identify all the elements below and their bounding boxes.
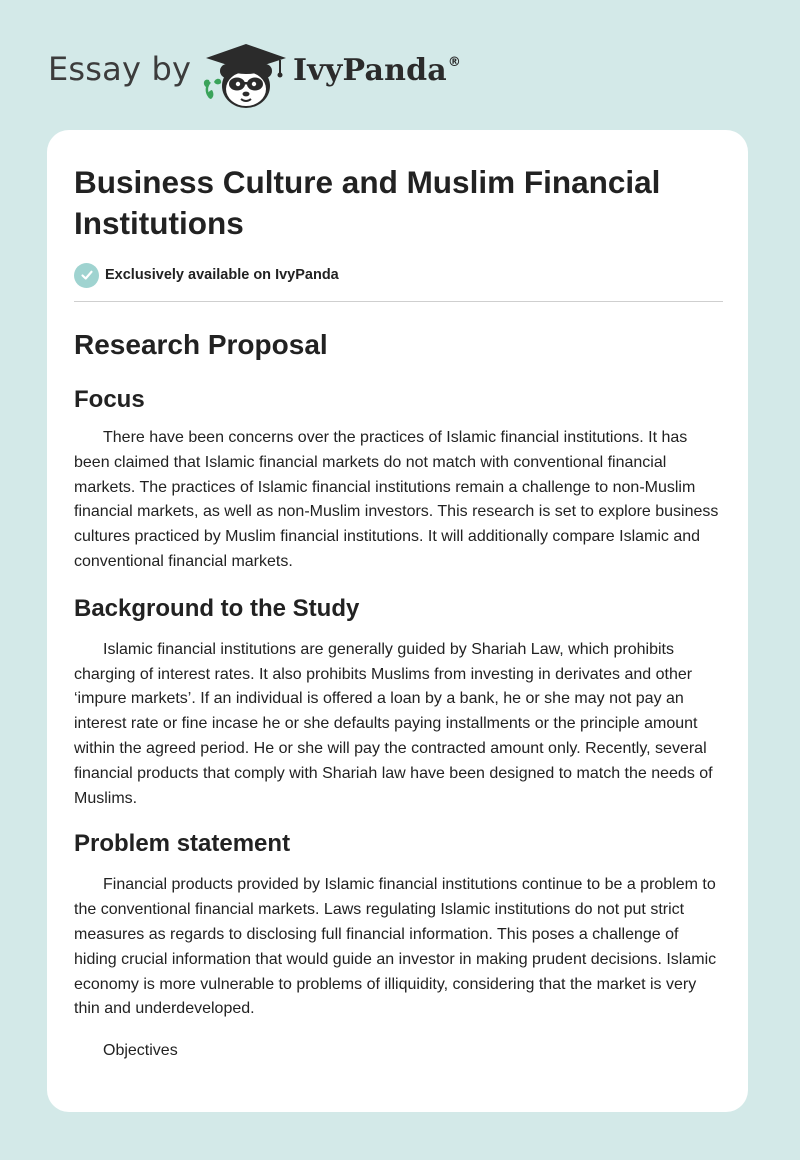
problem-statement-heading: Problem statement (74, 830, 291, 858)
brand-name[interactable] (293, 53, 461, 88)
title-divider (74, 301, 723, 302)
background-heading: Background to the Study (74, 594, 360, 622)
focus-paragraph: There have been concerns over the practices of Islamic financial institutions. It has been claimed that Islamic financial markets do not match with conventional financial markets. The practices of Islamic financial institutions remain a challenge to non-Muslim financial markets, as well as non-Muslim investors. This research is set to explore business cultures practiced by Muslim financial institutions. It will additionally compare Islamic and conventional financial markets. (74, 429, 719, 570)
site-header (0, 0, 800, 120)
objectives-label: Objectives (103, 1042, 178, 1060)
focus-heading: Focus (74, 386, 145, 413)
panda-graduate-icon[interactable] (200, 38, 292, 110)
exclusive-badge (74, 261, 723, 289)
exclusive-label: Exclusively available on IvyPanda (105, 267, 339, 283)
problem-statement-paragraph: Financial products provided by Islamic financial institutions continue to be a problem to the conventional financial markets. Laws regulating Islamic institutions do not put strict measures as regards to disclosing full financial information. This poses a challenge of hiding crucial information that would guide an investor in making prudent decisions. Islamic economy is more vulnerable to problems of illiquidity, considering that the market is very thin and underdeveloped. (74, 876, 717, 1018)
essay-content (74, 162, 723, 1064)
background-paragraph: Islamic financial institutions are generally guided by Shariah Law, which prohibits charging of interest rates. It also prohibits Muslims from investing in derivates and other ‘impure markets’. If an individual is offered a loan by a bank, he or she may not pay an interest rate or fine incase he or she defaults paying installments or the principle amount within the agreed period. He or she will pay the contracted amount only. Recently, several financial products that comply with Shariah law have been designed to match the needs of Muslims. (74, 640, 713, 807)
essay-by-label: Essay by (48, 50, 192, 88)
brand-name-text: IvyPanda (293, 53, 447, 88)
registered-mark: ® (447, 55, 462, 70)
section-title: Research Proposal (74, 329, 328, 360)
checkmark-icon (74, 263, 99, 288)
essay-title: Business Culture and Muslim Financial Institutions (74, 164, 661, 241)
essay-card (47, 130, 748, 1112)
